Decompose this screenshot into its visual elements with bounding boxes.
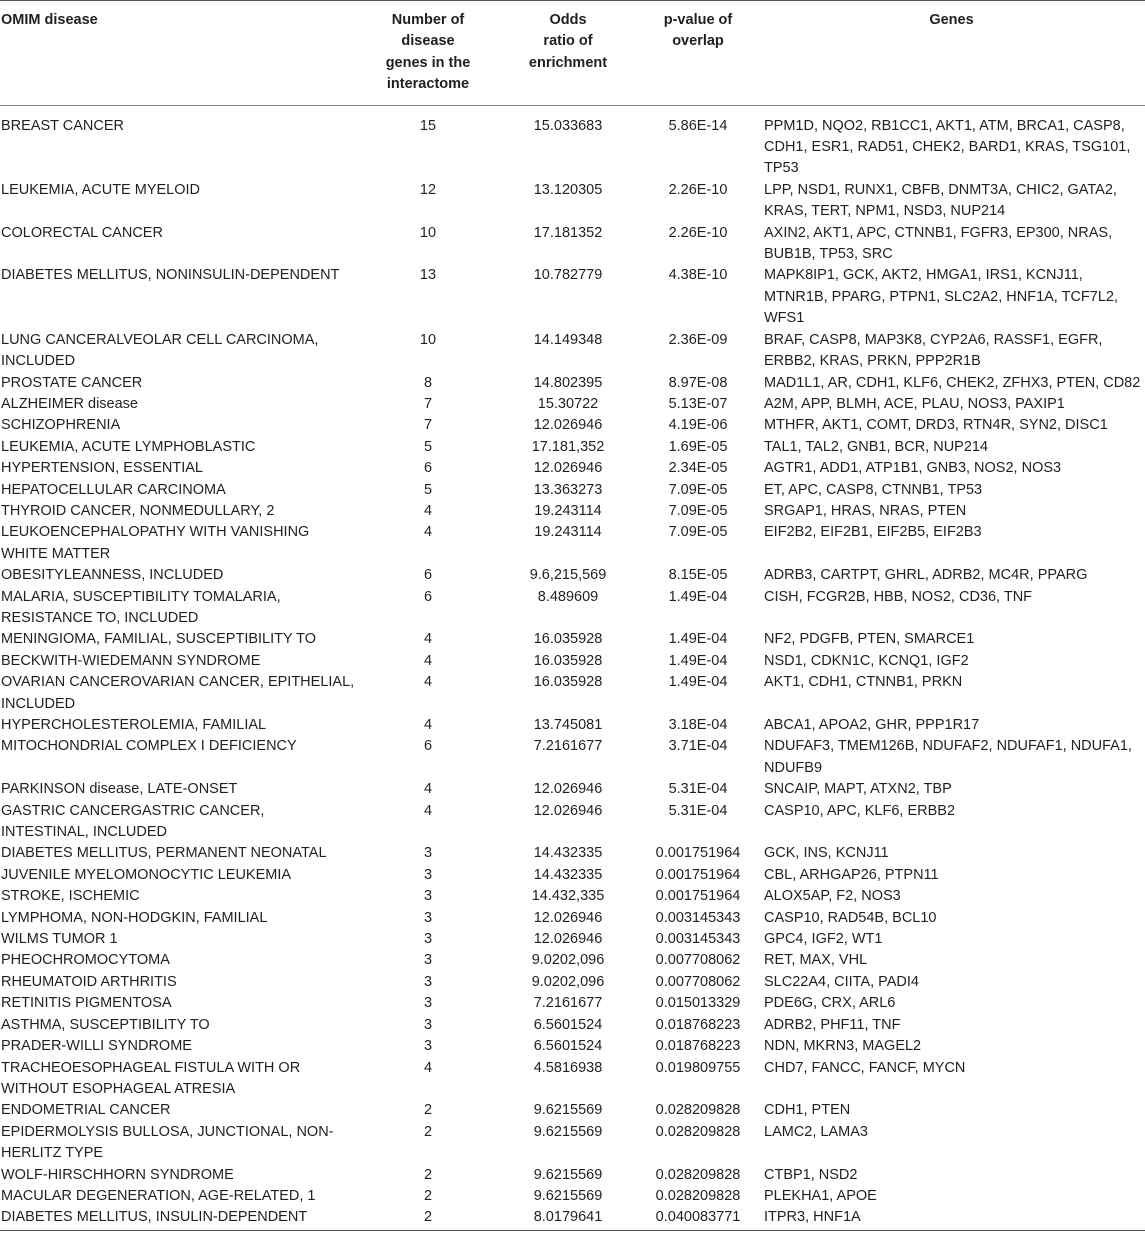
disease-cell: HYPERCHOLESTEROLEMIA, FAMILIAL xyxy=(1,717,267,733)
odds-ratio-cell: 9.6215569 xyxy=(533,1102,603,1119)
p-value-cell: 7.09E-05 xyxy=(668,481,728,498)
genes-cell: NDN, MKRN3, MAGEL2 xyxy=(764,1038,922,1055)
header-number-line-2: disease xyxy=(401,33,455,50)
gene-count-cell: 3 xyxy=(423,1038,433,1055)
gene-count-cell: 8 xyxy=(423,374,433,391)
genes-cell: SLC22A4, CIITA, PADI4 xyxy=(764,973,919,990)
genes-cell: CDH1, PTEN xyxy=(764,1102,851,1119)
p-value-cell: 4.19E-06 xyxy=(668,417,728,434)
disease-cell: STROKE, ISCHEMIC xyxy=(1,888,140,905)
gene-count-cell: 4 xyxy=(423,524,433,541)
odds-ratio-cell: 12.026946 xyxy=(533,460,603,477)
odds-ratio-cell: 9.0202,096 xyxy=(531,952,605,969)
gene-count-cell: 2 xyxy=(423,1166,433,1183)
gene-count-cell: 3 xyxy=(423,931,433,948)
gene-count-cell: 4 xyxy=(423,631,433,648)
p-value-cell: 8.15E-05 xyxy=(668,567,728,584)
gene-count-cell: 10 xyxy=(419,224,437,241)
table-row xyxy=(0,1058,1145,1101)
header-p-line-2: overlap xyxy=(672,33,724,50)
genes-cell: GPC4, IGF2, WT1 xyxy=(764,931,883,948)
p-value-cell: 1.49E-04 xyxy=(668,652,728,669)
table-row xyxy=(0,972,1145,993)
table-row xyxy=(0,415,1145,436)
genes-cell: RET, MAX, VHL xyxy=(764,952,868,969)
disease-cell: ASTHMA, SUSCEPTIBILITY TO xyxy=(1,1016,210,1033)
p-value-cell: 0.028209828 xyxy=(655,1123,741,1140)
p-value-cell: 0.003145343 xyxy=(655,909,741,926)
p-value-cell: 7.09E-05 xyxy=(668,502,728,519)
header-omim-disease-label: OMIM disease xyxy=(1,12,98,28)
genes-cell: ITPR3, HNF1A xyxy=(758,1207,1145,1230)
table-row xyxy=(0,587,1145,630)
p-value-cell: 0.028209828 xyxy=(655,1102,741,1119)
gene-count-cell: 4 xyxy=(423,1059,433,1076)
odds-ratio-cell: 13.363273 xyxy=(533,481,603,498)
p-value-cell: 0.040083771 xyxy=(638,1207,758,1230)
odds-ratio-cell: 15.30722 xyxy=(537,395,599,412)
gene-count-cell: 3 xyxy=(423,866,433,883)
disease-cell: RETINITIS PIGMENTOSA xyxy=(1,995,172,1012)
disease-cell: PHEOCHROMOCYTOMA xyxy=(1,952,170,969)
disease-cell: PARKINSON disease, LATE-ONSET xyxy=(1,781,238,798)
p-value-cell: 2.26E-10 xyxy=(668,181,728,198)
table-row xyxy=(0,993,1145,1014)
header-number-line-3: genes in the xyxy=(385,54,471,71)
odds-ratio-cell: 14.432335 xyxy=(533,845,603,862)
genes-cell: NDUFAF3, TMEM126B, NDUFAF2, NDUFAF1, NDUFA1, NDUFB9 xyxy=(764,738,1132,776)
gene-count-cell: 3 xyxy=(423,888,433,905)
p-value-cell: 0.001751964 xyxy=(655,845,741,862)
odds-ratio-cell: 13.745081 xyxy=(533,717,603,733)
gene-count-cell: 3 xyxy=(423,952,433,969)
disease-cell: MITOCHONDRIAL COMPLEX I DEFICIENCY xyxy=(1,738,297,755)
gene-count-cell: 2 xyxy=(423,1102,433,1119)
header-omim-disease xyxy=(0,1,358,106)
p-value-cell: 8.97E-08 xyxy=(668,374,728,391)
disease-cell: HEPATOCELLULAR CARCINOMA xyxy=(1,481,226,498)
odds-ratio-cell: 14.802395 xyxy=(533,374,603,391)
table-row xyxy=(0,480,1145,501)
odds-ratio-cell: 17.181352 xyxy=(533,224,603,241)
disease-cell: DIABETES MELLITUS, INSULIN-DEPENDENT xyxy=(0,1207,358,1230)
genes-cell: CBL, ARHGAP26, PTPN11 xyxy=(764,866,939,883)
p-value-cell: 2.36E-09 xyxy=(668,331,728,348)
genes-cell: NF2, PDGFB, PTEN, SMARCE1 xyxy=(764,631,975,648)
disease-cell: ALZHEIMER disease xyxy=(1,395,138,412)
p-value-cell: 3.18E-04 xyxy=(668,717,728,733)
table-row xyxy=(0,565,1145,586)
table-row xyxy=(0,736,1145,779)
table-row xyxy=(0,1207,1145,1230)
disease-cell: MACULAR DEGENERATION, AGE-RELATED, 1 xyxy=(1,1187,316,1204)
gene-count-cell: 6 xyxy=(423,567,433,584)
odds-ratio-cell: 6.5601524 xyxy=(533,1016,603,1033)
gene-count-cell: 6 xyxy=(423,460,433,477)
genes-cell: ADRB2, PHF11, TNF xyxy=(764,1016,901,1033)
disease-cell: BECKWITH-WIEDEMANN SYNDROME xyxy=(1,652,261,669)
odds-ratio-cell: 10.782779 xyxy=(533,267,603,284)
gene-count-cell: 4 xyxy=(423,802,433,819)
disease-cell: LEUKEMIA, ACUTE LYMPHOBLASTIC xyxy=(1,438,256,455)
genes-cell: MAD1L1, AR, CDH1, KLF6, CHEK2, ZFHX3, PTEN, CD82 xyxy=(764,374,1141,391)
gene-count-cell: 3 xyxy=(423,845,433,862)
gene-count-cell: 4 xyxy=(423,717,433,733)
gene-count-cell: 6 xyxy=(423,738,433,755)
genes-cell: ABCA1, APOA2, GHR, PPP1R17 xyxy=(764,717,980,733)
gene-count-cell: 3 xyxy=(423,973,433,990)
table-row xyxy=(0,373,1145,394)
table-row xyxy=(0,843,1145,864)
table-row xyxy=(0,105,1145,180)
p-value-cell: 0.007708062 xyxy=(655,973,741,990)
table-row xyxy=(0,715,1145,736)
genes-cell: ET, APC, CASP8, CTNNB1, TP53 xyxy=(764,481,983,498)
p-value-cell: 0.001751964 xyxy=(655,888,741,905)
gene-count-cell: 2 xyxy=(358,1207,498,1230)
header-odds-ratio xyxy=(498,1,638,106)
genes-cell: PPM1D, NQO2, RB1CC1, AKT1, ATM, BRCA1, CASP8, CDH1, ESR1, RAD51, CHEK2, BARD1, KRAS, TSG101, TP53 xyxy=(764,117,1131,177)
header-number-of-genes xyxy=(358,1,498,106)
header-genes xyxy=(758,1,1145,106)
p-value-cell: 0.015013329 xyxy=(655,995,741,1012)
genes-cell: NSD1, CDKN1C, KCNQ1, IGF2 xyxy=(764,652,969,669)
genes-cell: CASP10, APC, KLF6, ERBB2 xyxy=(764,802,956,819)
table-row xyxy=(0,1036,1145,1057)
header-odds-line-1: Odds xyxy=(549,12,587,28)
gene-count-cell: 5 xyxy=(423,481,433,498)
p-value-cell: 0.028209828 xyxy=(655,1166,741,1183)
table-header xyxy=(0,1,1145,106)
p-value-cell: 4.38E-10 xyxy=(668,267,728,284)
table-row xyxy=(0,1100,1145,1121)
table-row xyxy=(0,458,1145,479)
table-row xyxy=(0,1186,1145,1207)
disease-cell: PROSTATE CANCER xyxy=(1,374,143,391)
genes-cell: MTHFR, AKT1, COMT, DRD3, RTN4R, SYN2, DISC1 xyxy=(764,417,1108,434)
genes-cell: BRAF, CASP8, MAP3K8, CYP2A6, RASSF1, EGFR, ERBB2, KRAS, PRKN, PPP2R1B xyxy=(764,331,1103,370)
table-row xyxy=(0,629,1145,650)
header-number-line-1: Number of xyxy=(391,12,465,28)
genes-cell: AXIN2, AKT1, APC, CTNNB1, FGFR3, EP300, NRAS, BUB1B, TP53, SRC xyxy=(764,224,1113,263)
disease-cell: BREAST CANCER xyxy=(1,117,125,134)
table-row xyxy=(0,394,1145,415)
p-value-cell: 0.018768223 xyxy=(655,1016,741,1033)
p-value-cell: 3.71E-04 xyxy=(668,738,728,755)
disease-cell: DIABETES MELLITUS, PERMANENT NEONATAL xyxy=(1,845,327,862)
genes-cell: ALOX5AP, F2, NOS3 xyxy=(764,888,901,905)
disease-cell: WILMS TUMOR 1 xyxy=(1,931,118,948)
odds-ratio-cell: 16.035928 xyxy=(533,631,603,648)
table-row xyxy=(0,929,1145,950)
gene-count-cell: 4 xyxy=(423,781,433,798)
p-value-cell: 5.31E-04 xyxy=(668,802,728,819)
genes-cell: PLEKHA1, APOE xyxy=(764,1187,877,1204)
odds-ratio-cell: 16.035928 xyxy=(533,674,603,691)
odds-ratio-cell: 16.035928 xyxy=(533,652,603,669)
gene-count-cell: 4 xyxy=(423,502,433,519)
gene-count-cell: 5 xyxy=(423,438,433,455)
header-p-value xyxy=(638,1,758,106)
table-row xyxy=(0,330,1145,373)
disease-cell: MENINGIOMA, FAMILIAL, SUSCEPTIBILITY TO xyxy=(1,631,317,648)
genes-cell: SRGAP1, HRAS, NRAS, PTEN xyxy=(764,502,967,519)
p-value-cell: 2.34E-05 xyxy=(668,460,728,477)
p-value-cell: 0.007708062 xyxy=(655,952,741,969)
odds-ratio-cell: 8.489609 xyxy=(537,588,599,605)
odds-ratio-cell: 12.026946 xyxy=(533,802,603,819)
odds-ratio-cell: 14.149348 xyxy=(533,331,603,348)
gene-count-cell: 15 xyxy=(419,117,437,134)
table-row xyxy=(0,265,1145,329)
table-body xyxy=(0,105,1145,1230)
disease-cell: HYPERTENSION, ESSENTIAL xyxy=(1,460,203,477)
odds-ratio-cell: 15.033683 xyxy=(533,117,603,134)
p-value-cell: 7.09E-05 xyxy=(668,524,728,541)
table-row xyxy=(0,437,1145,458)
disease-cell: OBESITYLEANNESS, INCLUDED xyxy=(1,567,224,584)
odds-ratio-cell: 12.026946 xyxy=(533,781,603,798)
gene-count-cell: 12 xyxy=(419,181,437,198)
gene-count-cell: 4 xyxy=(423,652,433,669)
gene-count-cell: 2 xyxy=(423,1187,433,1204)
p-value-cell: 0.003145343 xyxy=(655,931,741,948)
gene-count-cell: 7 xyxy=(423,395,433,412)
p-value-cell: 0.018768223 xyxy=(655,1038,741,1055)
table-row xyxy=(0,886,1145,907)
gene-count-cell: 13 xyxy=(419,267,437,284)
odds-ratio-cell: 9.0202,096 xyxy=(531,973,605,990)
odds-ratio-cell: 7.2161677 xyxy=(533,738,603,755)
gene-count-cell: 3 xyxy=(423,1016,433,1033)
disease-cell: WOLF-HIRSCHHORN SYNDROME xyxy=(1,1166,234,1183)
table-row xyxy=(0,908,1145,929)
disease-cell: EPIDERMOLYSIS BULLOSA, JUNCTIONAL, NON-HERLITZ TYPE xyxy=(1,1123,334,1162)
disease-cell: SCHIZOPHRENIA xyxy=(1,417,121,434)
table-row xyxy=(0,801,1145,844)
gene-count-cell: 3 xyxy=(423,909,433,926)
odds-ratio-cell: 7.2161677 xyxy=(533,995,603,1012)
header-odds-line-3: enrichment xyxy=(528,54,608,71)
disease-cell: TRACHEOESOPHAGEAL FISTULA WITH OR WITHOUT ESOPHAGEAL ATRESIA xyxy=(1,1059,301,1097)
odds-ratio-cell: 19.243114 xyxy=(534,524,602,541)
gene-count-cell: 10 xyxy=(419,331,437,348)
odds-ratio-cell: 4.5816938 xyxy=(533,1059,603,1076)
header-number-line-4: interactome xyxy=(386,76,470,93)
header-odds-line-2: ratio of xyxy=(543,33,593,50)
genes-cell: TAL1, TAL2, GNB1, BCR, NUP214 xyxy=(764,438,989,455)
table-row xyxy=(0,950,1145,971)
genes-cell: A2M, APP, BLMH, ACE, PLAU, NOS3, PAXIP1 xyxy=(764,395,1065,412)
disease-cell: MALARIA, SUSCEPTIBILITY TOMALARIA, RESISTANCE TO, INCLUDED xyxy=(1,588,281,626)
table-row xyxy=(0,180,1145,223)
p-value-cell: 5.13E-07 xyxy=(668,395,728,412)
odds-ratio-cell: 9.6215569 xyxy=(533,1166,603,1183)
disease-cell: PRADER-WILLI SYNDROME xyxy=(1,1038,192,1055)
gene-count-cell: 2 xyxy=(423,1123,433,1140)
p-value-cell: 2.26E-10 xyxy=(668,224,728,241)
header-p-line-1: p-value of xyxy=(663,12,733,28)
odds-ratio-cell: 6.5601524 xyxy=(533,1038,603,1055)
table-row xyxy=(0,651,1145,672)
odds-ratio-cell: 17.181,352 xyxy=(531,438,605,455)
disease-cell: LEUKEMIA, ACUTE MYELOID xyxy=(1,181,201,198)
genes-cell: LPP, NSD1, RUNX1, CBFB, DNMT3A, CHIC2, GATA2, KRAS, TERT, NPM1, NSD3, NUP214 xyxy=(764,181,1117,220)
table-row xyxy=(0,865,1145,886)
genes-cell: AGTR1, ADD1, ATP1B1, GNB3, NOS2, NOS3 xyxy=(764,460,1062,477)
p-value-cell: 0.019809755 xyxy=(655,1059,741,1076)
p-value-cell: 0.001751964 xyxy=(655,866,741,883)
gene-count-cell: 7 xyxy=(423,417,433,434)
disease-cell: LYMPHOMA, NON-HODGKIN, FAMILIAL xyxy=(1,909,268,926)
odds-ratio-cell: 12.026946 xyxy=(533,417,603,434)
disease-cell: RHEUMATOID ARTHRITIS xyxy=(1,973,177,990)
odds-ratio-cell: 9.6,215,569 xyxy=(529,567,607,584)
disease-cell: THYROID CANCER, NONMEDULLARY, 2 xyxy=(1,502,275,519)
genes-cell: EIF2B2, EIF2B1, EIF2B5, EIF2B3 xyxy=(764,524,982,541)
table-row xyxy=(0,1015,1145,1036)
genes-cell: CHD7, FANCC, FANCF, MYCN xyxy=(764,1059,966,1076)
table-row xyxy=(0,779,1145,800)
header-row xyxy=(0,1,1145,106)
gene-count-cell: 4 xyxy=(423,674,433,691)
genes-cell: CISH, FCGR2B, HBB, NOS2, CD36, TNF xyxy=(764,588,1033,605)
genes-cell: MAPK8IP1, GCK, AKT2, HMGA1, IRS1, KCNJ11, MTNR1B, PPARG, PTPN1, SLC2A2, HNF1A, TCF7L2, WFS1 xyxy=(764,267,1119,327)
odds-ratio-cell: 9.6215569 xyxy=(533,1187,603,1204)
p-value-cell: 1.49E-04 xyxy=(668,631,728,648)
table-row xyxy=(0,223,1145,266)
odds-ratio-cell: 14.432335 xyxy=(533,866,603,883)
genes-cell: LAMC2, LAMA3 xyxy=(764,1123,868,1140)
disease-cell: DIABETES MELLITUS, NONINSULIN-DEPENDENT xyxy=(1,267,340,284)
genes-cell: CASP10, RAD54B, BCL10 xyxy=(764,909,937,926)
odds-ratio-cell: 19.243114 xyxy=(534,502,602,519)
odds-ratio-cell: 8.0179641 xyxy=(498,1207,638,1230)
odds-ratio-cell: 12.026946 xyxy=(533,931,603,948)
genes-cell: CTBP1, NSD2 xyxy=(764,1166,858,1183)
table-row xyxy=(0,1122,1145,1165)
disease-cell: OVARIAN CANCEROVARIAN CANCER, EPITHELIAL, INCLUDED xyxy=(1,674,355,712)
table-row xyxy=(0,672,1145,715)
odds-ratio-cell: 12.026946 xyxy=(533,909,603,926)
disease-cell: LEUKOENCEPHALOPATHY WITH VANISHING WHITE MATTER xyxy=(1,524,310,562)
table-row xyxy=(0,522,1145,565)
header-genes-label: Genes xyxy=(929,12,974,28)
genes-cell: ADRB3, CARTPT, GHRL, ADRB2, MC4R, PPARG xyxy=(764,567,1088,584)
disease-cell: COLORECTAL CANCER xyxy=(1,224,163,241)
disease-cell: LUNG CANCERALVEOLAR CELL CARCINOMA, INCLUDED xyxy=(1,331,319,370)
genes-cell: AKT1, CDH1, CTNNB1, PRKN xyxy=(764,674,963,691)
odds-ratio-cell: 9.6215569 xyxy=(533,1123,603,1140)
p-value-cell: 5.86E-14 xyxy=(668,117,728,134)
p-value-cell: 1.69E-05 xyxy=(668,438,728,455)
p-value-cell: 1.49E-04 xyxy=(668,588,728,605)
disease-cell: GASTRIC CANCERGASTRIC CANCER, INTESTINAL, INCLUDED xyxy=(1,802,265,841)
table-row xyxy=(0,1165,1145,1186)
genes-cell: SNCAIP, MAPT, ATXN2, TBP xyxy=(764,781,952,798)
p-value-cell: 1.49E-04 xyxy=(668,674,728,691)
genes-cell: GCK, INS, KCNJ11 xyxy=(764,845,889,862)
gene-count-cell: 3 xyxy=(423,995,433,1012)
disease-cell: JUVENILE MYELOMONOCYTIC LEUKEMIA xyxy=(1,866,292,883)
odds-ratio-cell: 14.432,335 xyxy=(531,888,605,905)
gene-count-cell: 6 xyxy=(423,588,433,605)
table-row xyxy=(0,501,1145,522)
p-value-cell: 0.028209828 xyxy=(655,1187,741,1204)
genes-cell: PDE6G, CRX, ARL6 xyxy=(764,995,896,1012)
disease-cell: ENDOMETRIAL CANCER xyxy=(1,1102,171,1119)
p-value-cell: 5.31E-04 xyxy=(668,781,728,798)
odds-ratio-cell: 13.120305 xyxy=(533,181,603,198)
